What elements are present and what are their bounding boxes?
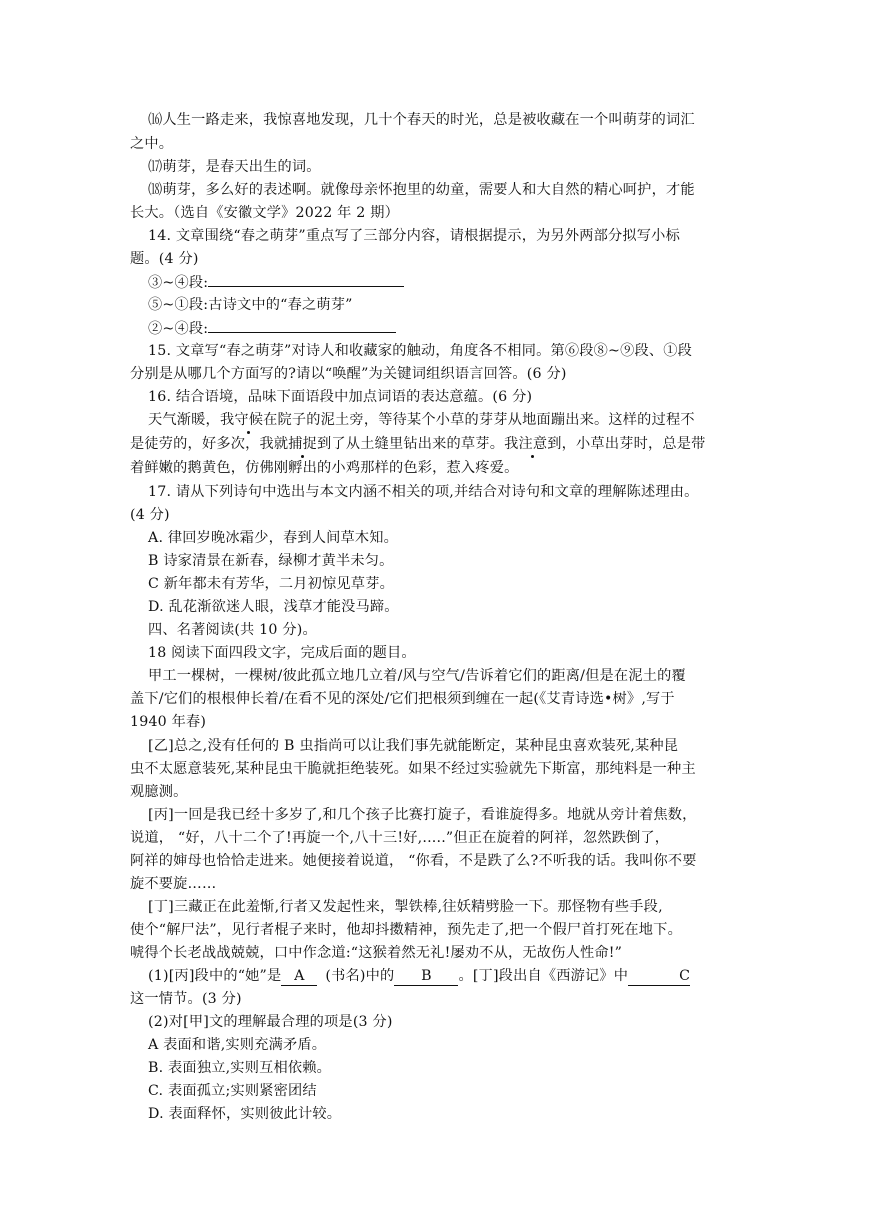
passage-yi-3: 观臆测。	[130, 784, 188, 800]
passage-ding-2: 使个“解尸法”，见行者棍子来时，他却抖擞精神，预先走了,把一个假尸首打死在地下。	[130, 922, 682, 938]
q16-passage-line-3: 着鲜嫩的鹅黄色，仿佛刚孵出的小鸡那样的色彩，惹入疼爱。	[130, 460, 519, 476]
q14-item-1-label: ③~④段:	[148, 275, 209, 291]
sub-question-1	[148, 966, 690, 986]
q17-option-d: D. 乱花渐欲迷人眼，浅草才能没马蹄。	[148, 599, 399, 615]
passage-ding-1: [丁]三藏正在此羞惭,行者又发起性来，掣铁棒,往妖精劈脸一下。那怪物有些手段,	[148, 899, 663, 915]
q14-item-3	[148, 318, 396, 339]
passage-jia-1: 甲工一棵树，一棵树/彼此孤立地几立着/风与空气/告诉着它们的距离/但是在泥土的覆	[148, 668, 686, 684]
para-16-cont: 之中。	[130, 136, 174, 152]
sub-q2-option-b: B. 表面独立,实则互相依赖。	[148, 1060, 332, 1076]
question-15-cont: 分别是从哪几个方面写的?请以“唤醒”为关键词组织语言回答。(6 分)	[130, 366, 567, 382]
sub-q2-option-a: A 表面和谐,实则充满矛盾。	[148, 1037, 327, 1053]
passage-jia-2: 盖下/它们的根根伸长着/在看不见的深处/它们把根须到缠在一起(《艾青诗选•树》,写于	[130, 691, 675, 707]
blank-b[interactable]: B	[394, 967, 458, 986]
question-17: 17. 请从下列诗句中选出与本文内涵不相关的项,并结合对诗句和文章的理解陈述理由。	[148, 484, 699, 500]
passage-bing-3: 阿祥的婶母也恰恰走进来。她便接着说道， “你看，不是跌了么?不听我的话。我叫你不要	[130, 853, 697, 869]
passage-bing-2: 说道， “好，八十二个了!再旋一个,八十三!好,.....”但正在旋着的阿祥，忽然跌倒了，	[130, 830, 670, 846]
question-17-cont: (4 分)	[130, 507, 170, 523]
q16-text: 到了从土缝里钻出来的草芽。我	[317, 436, 519, 452]
q14-answer-blank-1[interactable]	[208, 272, 404, 287]
question-18: 18 阅读下面四段文字，完成后面的题目。	[148, 645, 416, 661]
dotted-word-shouhou: 守候	[234, 412, 264, 428]
sub-q2-option-d: D. 表面释怀，实则彼此计较。	[148, 1106, 342, 1122]
sub-q2-option-c: C. 表面孤立;实则紧密团结	[148, 1083, 317, 1099]
q14-item-3-label: ②~④段:	[148, 321, 209, 337]
passage-bing-1: [丙]一回是我已经十多岁了,和几个孩子比赛打旋子，看谁旋得多。地就从旁计着焦数，	[148, 807, 697, 823]
q16-text: 天气渐暖，我	[148, 412, 235, 428]
question-16: 16. 结合语境，品味下面语段中加点词语的表达意蕴。(6 分)	[148, 389, 533, 405]
para-16: ⒃人生一路走来，我惊喜地发现，几十个春天的时光，总是被收藏在一个叫萌芽的词汇	[148, 112, 695, 128]
passage-yi-2: 虫不太愿意装死,某种昆虫干脆就拒绝装死。如果不经过实验就先下斯富，那纯料是一种主	[130, 761, 696, 777]
blank-a[interactable]: A	[281, 967, 317, 986]
q16-passage-line-1	[148, 410, 695, 430]
passage-bing-4: 旋不要旋……	[130, 876, 217, 892]
sub-q1-text: (书名)中的	[325, 968, 395, 984]
q14-answer-blank-2[interactable]	[208, 318, 396, 333]
q17-option-b: B 诗家清景在新春，绿柳才黄半未匀。	[148, 553, 394, 569]
question-14: 14. 文章围绕“春之萌芽”重点写了三部分内容，请根据提示，为另外两部分拟写小标	[148, 228, 680, 244]
question-15: 15. 文章写“春之萌芽”对诗人和收藏家的触动，角度各不相同。第⑥段⑧~⑨段、①段	[148, 343, 693, 359]
para-18-cont: 长大。（选自《安徽文学》2022 年 2 期）	[130, 205, 399, 221]
blank-c[interactable]: C	[628, 967, 690, 986]
dotted-word-zhuyi: 注意	[518, 436, 548, 452]
question-14-cont: 题。(4 分)	[130, 251, 199, 267]
q16-text: 是徒劳的，好多次，我就	[130, 436, 289, 452]
passage-jia-3: 1940 年春)	[130, 714, 207, 730]
section-4-heading: 四、名著阅读(共 10 分)。	[148, 622, 317, 638]
q16-passage-line-2	[130, 434, 706, 454]
q14-item-2: ⑤~①段:古诗文中的“春之萌芽”	[148, 297, 353, 313]
passage-yi-1: [乙]总之,没有任何的 B 虫指尚可以让我们事先就能断定，某种昆虫喜欢装死,某种昆	[148, 738, 679, 754]
sub-question-1-cont: 这一情节。(3 分)	[130, 991, 242, 1007]
para-17: ⒄萌芽，是春天出生的词。	[148, 159, 321, 175]
passage-ding-3: 唬得个长老战战兢兢，口中作念道:“这猴着然无礼!屡劝不从，无故伤人性命!”	[130, 945, 623, 961]
q17-option-a: A. 律回岁晚冰霜少，春到人间草木知。	[148, 530, 399, 546]
para-18: ⒅萌芽，多么好的表述啊。就像母亲怀抱里的幼童，需要人和大自然的精心呵护，才能	[148, 182, 695, 198]
q16-text: 在院子的泥土旁，等待某个小草的芽芽从地面蹦出来。这样的过程不	[263, 412, 695, 428]
sub-q1-text: (1)[丙]段中的“她”是	[148, 968, 282, 984]
q16-text: 到，小草出芽时，总是带	[547, 436, 706, 452]
sub-q1-text: 。[丁]段出自《西游记》中	[458, 968, 629, 984]
sub-question-2: (2)对[甲]文的理解最合理的项是(3 分)	[148, 1014, 393, 1030]
dotted-word-buzhuo: 捕捉	[288, 436, 318, 452]
q14-item-1	[148, 272, 404, 293]
q17-option-c: C 新年都未有芳华，二月初惊见草芽。	[148, 576, 394, 592]
